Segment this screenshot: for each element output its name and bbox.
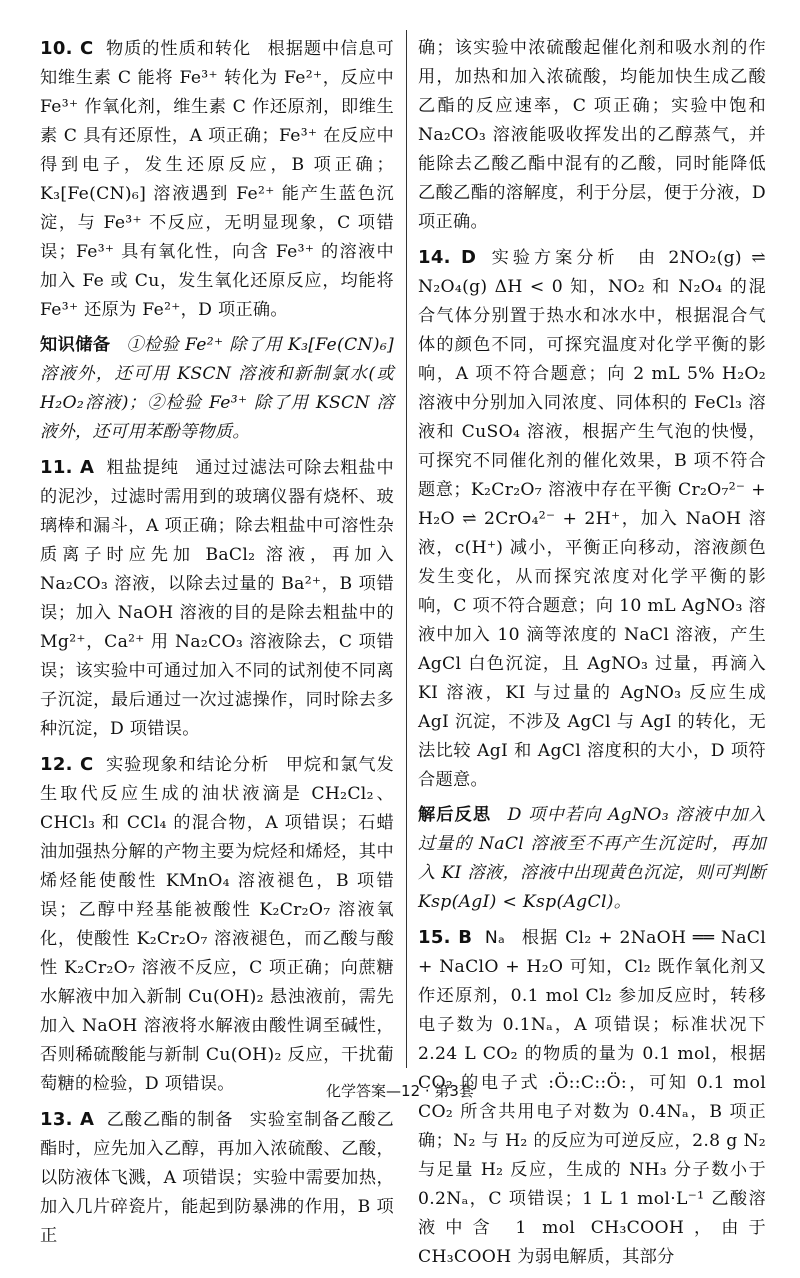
topic-tag: 粗盐提纯	[106, 458, 180, 478]
topic-tag: 实验现象和结论分析	[105, 755, 270, 775]
question-13-continued	[418, 34, 766, 237]
question-number: 14. D	[418, 247, 477, 268]
question-number: 15. B	[418, 927, 473, 948]
knowledge-note	[40, 331, 394, 447]
left-column	[40, 34, 394, 1257]
question-11	[40, 453, 394, 744]
answer-text: 实验室制备乙酸乙酯时，应先加入乙醇，再加入浓硫酸、乙酸，以防液体飞溅，A 项错误；实验中需要加热，加入几片碎瓷片，能起到防暴沸的作用，B 项正	[40, 1110, 395, 1246]
topic-tag: Nₐ	[484, 928, 506, 948]
answer-text: 确；该实验中浓硫酸起催化剂和吸水剂的作用，加热和加入浓硫酸，均能加快生成乙酸乙酯的反应速率，C 项正确；实验中饱和 Na₂CO₃ 溶液能吸收挥发出的乙醇蒸气，并能除去乙酸乙酯中混有的乙酸，同时能降低乙酸乙酯的溶解度，利于分层，便于分液，D 项正确。	[418, 38, 766, 232]
answer-text: 根据题中信息可知维生素 C 能将 Fe³⁺ 转化为 Fe²⁺，反应中 Fe³⁺ 作氧化剂，维生素 C 作还原剂，即维生素 C 具有还原性，A 项正确；Fe³⁺ 在反应中得到电子，发生还原反应，B 项正确；K₃[Fe(CN)₆] 溶液遇到 Fe²⁺ 能产生蓝色沉淀，与 Fe³⁺ 不反应，无明显现象，C 项错误；Fe³⁺ 具有氧化性，向含 Fe³⁺ 的溶液中加入 Fe 或 Cu，发生氧化还原反应，均能将 Fe³⁺ 还原为 Fe²⁺，D 项正确。	[40, 39, 394, 320]
note-title: 解后反思	[418, 805, 492, 825]
topic-tag: 实验方案分析	[491, 248, 619, 268]
question-14	[418, 243, 766, 795]
topic-tag: 乙酸乙酯的制备	[106, 1110, 234, 1130]
question-10	[40, 34, 394, 325]
answer-text: 通过过滤法可除去粗盐中的泥沙，过滤时需用到的玻璃仪器有烧杯、玻璃棒和漏斗，A 项正确；除去粗盐中可溶性杂质离子时应先加 BaCl₂ 溶液，再加入 Na₂CO₃ 溶液，以除去过量的 Ba²⁺，B 项错误；加入 NaOH 溶液的目的是除去粗盐中的 Mg²⁺，Ca²⁺ 用 Na₂CO₃ 溶液除去，C 项错误；该实验中可通过加入不同的试剂使不同离子沉淀，最后通过一次过滤操作，同时除去多种沉淀，D 项错误。	[40, 458, 395, 739]
note-text: D 项中若向 AgNO₃ 溶液中加入过量的 NaCl 溶液至不再产生沉淀时，再加入 KI 溶液，溶液中出现黄色沉淀，则可判断 Ksp(AgI) < Ksp(AgCl)。	[418, 805, 767, 912]
question-number: 12. C	[40, 754, 94, 775]
page-footer: 化学答案—12 · 第3套	[326, 1082, 474, 1100]
question-12	[40, 750, 394, 1099]
note-text: ①检验 Fe²⁺ 除了用 K₃[Fe(CN)₆] 溶液外，还可用 KSCN 溶液和新制氯水(或H₂O₂溶液)；②检验 Fe³⁺ 除了用 KSCN 溶液外，还可用苯酚等物质。	[40, 335, 395, 442]
column-divider	[406, 30, 407, 1068]
question-number: 10. C	[40, 38, 94, 59]
answer-text: 根据 Cl₂ + 2NaOH ══ NaCl + NaClO + H₂O 可知，Cl₂ 既作氧化剂又作还原剂，0.1 mol Cl₂ 参加反应时，转移电子数为 0.1Nₐ，A 项错误；标准状况下 2.24 L CO₂ 的物质的量为 0.1 mol，根据 CO₂ 的电子式 :Ö::C::Ö:，可知 0.1 mol CO₂ 所含共用电子对数为 0.4Nₐ，B 项正确；N₂ 与 H₂ 的反应为可逆反应，2.8 g N₂ 与足量 H₂ 反应，生成的 NH₃ 分子数小于 0.2Nₐ，C 项错误；1 L 1 mol·L⁻¹ 乙酸溶液中含 1 mol CH₃COOH，由于 CH₃COOH 为弱电解质，其部分	[418, 928, 766, 1267]
question-number: 11. A	[40, 457, 95, 478]
topic-tag: 物质的性质和转化	[105, 39, 252, 59]
reflection-note	[418, 801, 766, 917]
answer-text: 甲烷和氯气发生取代反应生成的油状液滴是 CH₂Cl₂、CHCl₃ 和 CCl₄ 的混合物，A 项错误；石蜡油加强热分解的产物主要为烷烃和烯烃，其中烯烃能使酸性 KMnO₄ 溶液褪色，B 项错误；乙醇中羟基能被酸性 K₂Cr₂O₇ 溶液氧化，使酸性 K₂Cr₂O₇ 溶液褪色，而乙酸与酸性 K₂Cr₂O₇ 溶液不反应，C 项正确；向蔗糖水解液中加入新制 Cu(OH)₂ 悬浊液前，需先加入 NaOH 溶液将水解液由酸性调至碱性，否则稀硫酸能与新制 Cu(OH)₂ 反应，干扰葡萄糖的检验，D 项错误。	[40, 755, 395, 1094]
note-title: 知识储备	[40, 335, 111, 355]
answer-text: 由 2NO₂(g) ⇌ N₂O₄(g) ΔH < 0 知，NO₂ 和 N₂O₄ 的混合气体分别置于热水和冰水中，根据混合气体的颜色不同，可探究温度对化学平衡的影响，A 项不符合题意；向 2 mL 5% H₂O₂ 溶液中分别加入同浓度、同体积的 FeCl₃ 溶液和 CuSO₄ 溶液，根据产生气泡的快慢，可探究不同催化剂的催化效果，B 项不符合题意；K₂Cr₂O₇ 溶液中存在平衡 Cr₂O₇²⁻ + H₂O ⇌ 2CrO₄²⁻ + 2H⁺，加入 NaOH 溶液，c(H⁺) 减小，平衡正向移动，溶液颜色发生变化，从而探究浓度对化学平衡的影响，C 项不符合题意；向 10 mL AgNO₃ 溶液中加入 10 滴等浓度的 NaCl 溶液，产生 AgCl 白色沉淀，且 AgNO₃ 过量，再滴入 KI 溶液，KI 与过量的 AgNO₃ 反应生成 AgI 沉淀，不涉及 AgCl 与 AgI 的转化，无法比较 AgI 和 AgCl 溶度积的大小，D 项符合题意。	[418, 248, 767, 790]
question-13	[40, 1105, 394, 1251]
question-number: 13. A	[40, 1109, 95, 1130]
